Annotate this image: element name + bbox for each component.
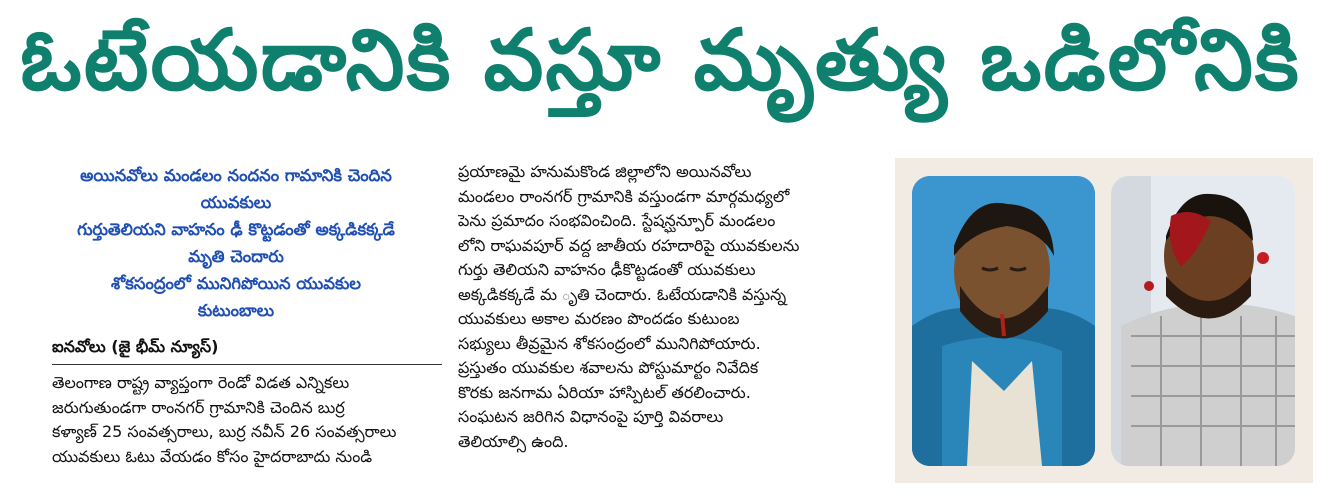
body-line: పెను ప్రమాదం సంభవించింది. స్టేషన్ఘన్పూర్ మండలం: [458, 211, 776, 230]
subheadline-line: గుర్తుతెలియని వాహనం ఢీ కొట్టడంతో అక్కడికక్కడే: [77, 220, 395, 239]
body-line: సభ్యులు తీవ్రమైన శోకసంద్రంలో మునిగిపోయారు.: [458, 333, 761, 353]
body-line: లోని రాఘవపూర్ వద్ద జాతీయ రహదారిపై యువకులను: [458, 235, 800, 255]
victim-photo-1: [912, 176, 1095, 466]
body-line: జరుగుతుండగా రాంనగర్ గ్రామానికి చెందిన బుర్ర: [52, 397, 345, 417]
body-line: మండలం రాంనగర్ గ్రామానికి వస్తుండగా మార్గమధ్యలో: [458, 186, 790, 206]
subheadline-line: యువకులు: [200, 193, 272, 212]
byline: ఐనవోలు (జై భీమ్ న్యూస్): [52, 337, 219, 356]
article-column-2: [458, 160, 873, 454]
body-line: ప్రయాణమై హనుమకొండ జిల్లాలోని అయినవోలు: [458, 162, 752, 181]
body-line: కళ్యాణ్ 25 సంవత్సరాలు, బుర్ర నవీన్ 26 సంవత్సరాలు: [52, 422, 397, 441]
byline-divider: [52, 364, 442, 365]
subheadline-line: శోకసంద్రంలో మునిగిపోయిన యువకుల: [111, 274, 361, 293]
body-line: తెలియాల్సి ఉంది.: [458, 431, 569, 451]
body-line: యువకులు అకాల మరణం పొందడం కుటుంబ: [458, 309, 740, 328]
headline: ఓటేయడానికి వస్తూ మృత్యు ఒడిలోనికి: [20, 10, 1301, 109]
article-column-1: [52, 371, 442, 469]
body-line: ప్రస్తుతం యువకుల శవాలను పోస్టుమార్టం నివేదిక: [458, 358, 759, 377]
body-line: యువకులు ఓటు వేయడం కోసం హైదరాబాదు నుండి: [52, 446, 373, 466]
victim-photo-2: [1111, 176, 1295, 466]
body-line: సంఘటన జరిగిన విధానంపై పూర్తి వివరాలు: [458, 407, 724, 426]
victim-photo-2-illustration: [1111, 176, 1295, 466]
body-line: కొరకు జనగామ ఏరియా హాస్పిటల్ తరలించారు.: [458, 382, 751, 402]
subheadline: [30, 162, 442, 324]
subheadline-line: కుటుంబాలు: [197, 301, 275, 320]
body-line: తెలంగాణ రాష్ట్ర వ్యాప్తంగా రెండో విడత ఎన్నికలు: [52, 373, 350, 392]
body-line: గుర్తు తెలియని వాహనం ఢీకొట్టడంతో యువకులు: [458, 260, 756, 279]
victim-photo-1-illustration: [912, 176, 1095, 466]
subheadline-line: మృతి చెందారు: [188, 247, 284, 266]
body-line: అక్కడికక్కడే మ ృతి చెందారు. ఓటేయడానికి వస్తున్న: [458, 284, 787, 304]
subheadline-line: అయినవోలు మండలం నందనం గామానికి చెందిన: [80, 166, 392, 185]
